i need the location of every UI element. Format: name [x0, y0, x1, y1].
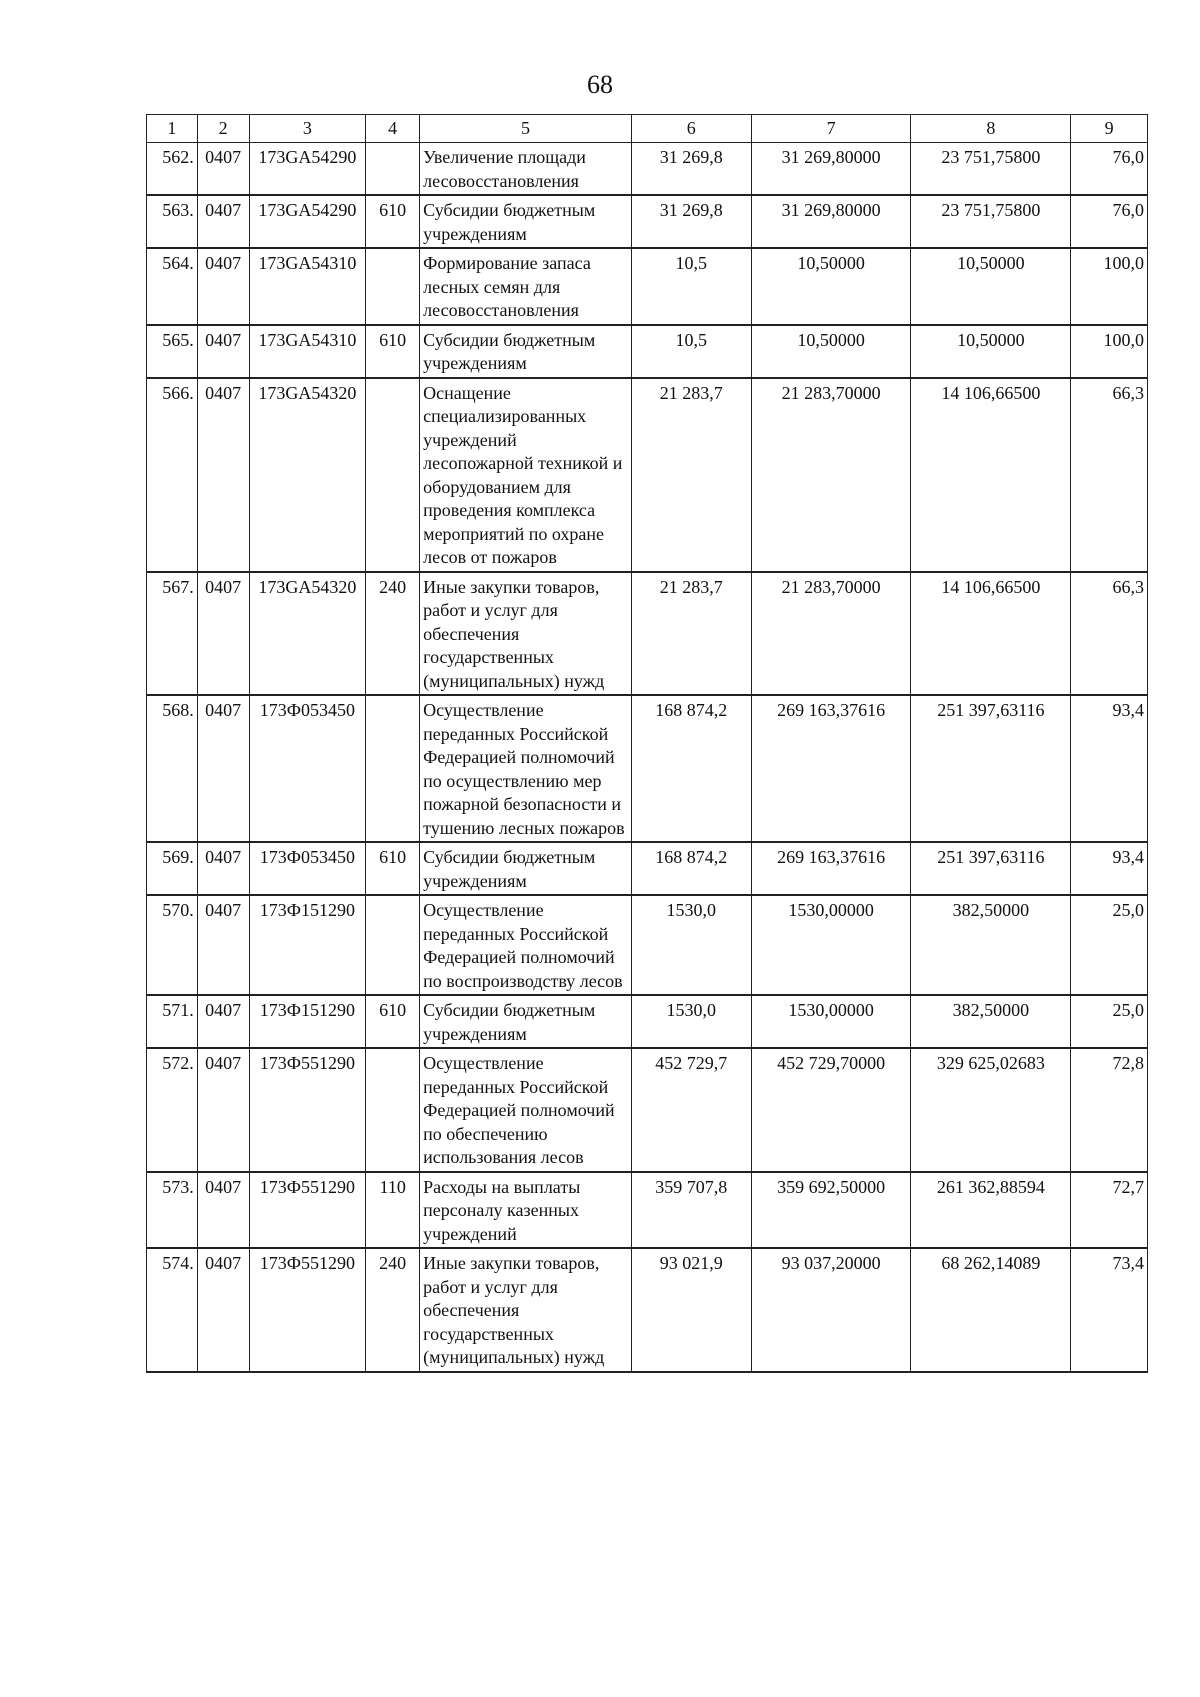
value-col8-cell: 68 262,14089 — [911, 1248, 1071, 1372]
column-header: 8 — [911, 115, 1071, 143]
value-col8-cell: 23 751,75800 — [911, 143, 1071, 196]
value-col7-cell: 31 269,80000 — [751, 143, 911, 196]
value-col6-cell: 21 283,7 — [631, 378, 751, 572]
row-number-cell: 570. — [147, 895, 198, 995]
percent-cell: 25,0 — [1071, 995, 1148, 1048]
column-header: 4 — [366, 115, 420, 143]
expense-type-cell — [366, 248, 420, 325]
item-name-cell: Увеличение площади лесовосстановления — [420, 143, 632, 196]
value-col8-cell: 23 751,75800 — [911, 195, 1071, 248]
value-col6-cell: 10,5 — [631, 248, 751, 325]
value-col6-cell: 359 707,8 — [631, 1172, 751, 1249]
table-row — [147, 143, 1148, 196]
percent-cell: 66,3 — [1071, 572, 1148, 696]
section-code-cell: 0407 — [197, 143, 249, 196]
item-name-cell: Осуществление переданных Российской Федерацией полномочий по осуществлению мер пожарной безопасности и тушению лесных пожаров — [420, 695, 632, 842]
item-name-cell: Оснащение специализированных учреждений лесопожарной техникой и оборудованием для проведения комплекса мероприятий по охране лесов от пожаров — [420, 378, 632, 572]
column-header: 5 — [420, 115, 632, 143]
value-col7-cell: 10,50000 — [751, 325, 911, 378]
item-name-cell: Иные закупки товаров, работ и услуг для обеспечения государственных (муниципальных) нужд — [420, 1248, 632, 1372]
row-number-cell: 562. — [147, 143, 198, 196]
value-col6-cell: 168 874,2 — [631, 842, 751, 895]
row-number-cell: 568. — [147, 695, 198, 842]
value-col8-cell: 382,50000 — [911, 895, 1071, 995]
section-code-cell: 0407 — [197, 1248, 249, 1372]
section-code-cell: 0407 — [197, 995, 249, 1048]
percent-cell: 76,0 — [1071, 195, 1148, 248]
item-name-cell: Осуществление переданных Российской Федерацией полномочий по воспроизводству лесов — [420, 895, 632, 995]
target-article-cell: 173Ф053450 — [249, 842, 366, 895]
section-code-cell: 0407 — [197, 248, 249, 325]
row-number-cell: 571. — [147, 995, 198, 1048]
value-col8-cell: 10,50000 — [911, 325, 1071, 378]
table-row — [147, 842, 1148, 895]
item-name-cell: Субсидии бюджетным учреждениям — [420, 325, 632, 378]
value-col6-cell: 452 729,7 — [631, 1048, 751, 1172]
value-col7-cell: 31 269,80000 — [751, 195, 911, 248]
table-row — [147, 248, 1148, 325]
section-code-cell: 0407 — [197, 572, 249, 696]
page-number: 68 — [587, 70, 613, 99]
section-code-cell: 0407 — [197, 195, 249, 248]
value-col6-cell: 31 269,8 — [631, 195, 751, 248]
expense-type-cell: 240 — [366, 572, 420, 696]
target-article-cell: 173GA54290 — [249, 195, 366, 248]
target-article-cell: 173GA54310 — [249, 325, 366, 378]
percent-cell: 72,7 — [1071, 1172, 1148, 1249]
percent-cell: 93,4 — [1071, 695, 1148, 842]
table-row — [147, 1172, 1148, 1249]
value-col8-cell: 251 397,63116 — [911, 695, 1071, 842]
section-code-cell: 0407 — [197, 695, 249, 842]
value-col6-cell: 93 021,9 — [631, 1248, 751, 1372]
section-code-cell: 0407 — [197, 1048, 249, 1172]
value-col6-cell: 1530,0 — [631, 895, 751, 995]
expense-type-cell: 610 — [366, 195, 420, 248]
section-code-cell: 0407 — [197, 378, 249, 572]
value-col6-cell: 1530,0 — [631, 995, 751, 1048]
value-col7-cell: 21 283,70000 — [751, 378, 911, 572]
value-col6-cell: 21 283,7 — [631, 572, 751, 696]
table-row — [147, 378, 1148, 572]
column-header: 7 — [751, 115, 911, 143]
column-header: 9 — [1071, 115, 1148, 143]
table-body — [147, 143, 1148, 1372]
item-name-cell: Субсидии бюджетным учреждениям — [420, 195, 632, 248]
value-col6-cell: 31 269,8 — [631, 143, 751, 196]
expense-type-cell: 610 — [366, 325, 420, 378]
expense-type-cell: 610 — [366, 842, 420, 895]
value-col7-cell: 269 163,37616 — [751, 842, 911, 895]
target-article-cell: 173Ф551290 — [249, 1248, 366, 1372]
column-header: 1 — [147, 115, 198, 143]
row-number-cell: 567. — [147, 572, 198, 696]
table-row — [147, 195, 1148, 248]
value-col8-cell: 10,50000 — [911, 248, 1071, 325]
percent-cell: 72,8 — [1071, 1048, 1148, 1172]
row-number-cell: 572. — [147, 1048, 198, 1172]
value-col7-cell: 1530,00000 — [751, 995, 911, 1048]
value-col8-cell: 329 625,02683 — [911, 1048, 1071, 1172]
row-number-cell: 564. — [147, 248, 198, 325]
value-col6-cell: 168 874,2 — [631, 695, 751, 842]
value-col7-cell: 21 283,70000 — [751, 572, 911, 696]
row-number-cell: 566. — [147, 378, 198, 572]
percent-cell: 66,3 — [1071, 378, 1148, 572]
expense-type-cell — [366, 895, 420, 995]
percent-cell: 25,0 — [1071, 895, 1148, 995]
section-code-cell: 0407 — [197, 1172, 249, 1249]
row-number-cell: 563. — [147, 195, 198, 248]
target-article-cell: 173GA54290 — [249, 143, 366, 196]
expense-type-cell — [366, 143, 420, 196]
item-name-cell: Осуществление переданных Российской Федерацией полномочий по обеспечению использования лесов — [420, 1048, 632, 1172]
value-col8-cell: 261 362,88594 — [911, 1172, 1071, 1249]
target-article-cell: 173Ф551290 — [249, 1172, 366, 1249]
target-article-cell: 173Ф551290 — [249, 1048, 366, 1172]
target-article-cell: 173GA54310 — [249, 248, 366, 325]
column-header: 2 — [197, 115, 249, 143]
item-name-cell: Иные закупки товаров, работ и услуг для обеспечения государственных (муниципальных) нужд — [420, 572, 632, 696]
value-col7-cell: 10,50000 — [751, 248, 911, 325]
target-article-cell: 173Ф151290 — [249, 895, 366, 995]
expense-type-cell — [366, 1048, 420, 1172]
expense-type-cell — [366, 695, 420, 842]
row-number-cell: 574. — [147, 1248, 198, 1372]
column-header: 3 — [249, 115, 366, 143]
target-article-cell: 173Ф053450 — [249, 695, 366, 842]
table-row — [147, 995, 1148, 1048]
budget-table — [146, 114, 1148, 1373]
value-col8-cell: 251 397,63116 — [911, 842, 1071, 895]
table-row — [147, 895, 1148, 995]
item-name-cell: Субсидии бюджетным учреждениям — [420, 842, 632, 895]
column-header: 6 — [631, 115, 751, 143]
value-col7-cell: 93 037,20000 — [751, 1248, 911, 1372]
expense-type-cell — [366, 378, 420, 572]
item-name-cell: Расходы на выплаты персоналу казенных учреждений — [420, 1172, 632, 1249]
section-code-cell: 0407 — [197, 325, 249, 378]
value-col7-cell: 452 729,70000 — [751, 1048, 911, 1172]
item-name-cell: Субсидии бюджетным учреждениям — [420, 995, 632, 1048]
target-article-cell: 173GA54320 — [249, 572, 366, 696]
item-name-cell: Формирование запаса лесных семян для лесовосстановления — [420, 248, 632, 325]
value-col6-cell: 10,5 — [631, 325, 751, 378]
section-code-cell: 0407 — [197, 895, 249, 995]
expense-type-cell: 110 — [366, 1172, 420, 1249]
table-row — [147, 695, 1148, 842]
percent-cell: 93,4 — [1071, 842, 1148, 895]
expense-type-cell: 610 — [366, 995, 420, 1048]
value-col8-cell: 382,50000 — [911, 995, 1071, 1048]
value-col7-cell: 269 163,37616 — [751, 695, 911, 842]
table-row — [147, 1248, 1148, 1372]
value-col7-cell: 1530,00000 — [751, 895, 911, 995]
header-row — [147, 115, 1148, 143]
value-col8-cell: 14 106,66500 — [911, 572, 1071, 696]
percent-cell: 76,0 — [1071, 143, 1148, 196]
percent-cell: 100,0 — [1071, 248, 1148, 325]
row-number-cell: 573. — [147, 1172, 198, 1249]
target-article-cell: 173GA54320 — [249, 378, 366, 572]
table-row — [147, 325, 1148, 378]
value-col8-cell: 14 106,66500 — [911, 378, 1071, 572]
percent-cell: 100,0 — [1071, 325, 1148, 378]
row-number-cell: 569. — [147, 842, 198, 895]
value-col7-cell: 359 692,50000 — [751, 1172, 911, 1249]
section-code-cell: 0407 — [197, 842, 249, 895]
expense-type-cell: 240 — [366, 1248, 420, 1372]
row-number-cell: 565. — [147, 325, 198, 378]
table-row — [147, 572, 1148, 696]
percent-cell: 73,4 — [1071, 1248, 1148, 1372]
table-row — [147, 1048, 1148, 1172]
target-article-cell: 173Ф151290 — [249, 995, 366, 1048]
